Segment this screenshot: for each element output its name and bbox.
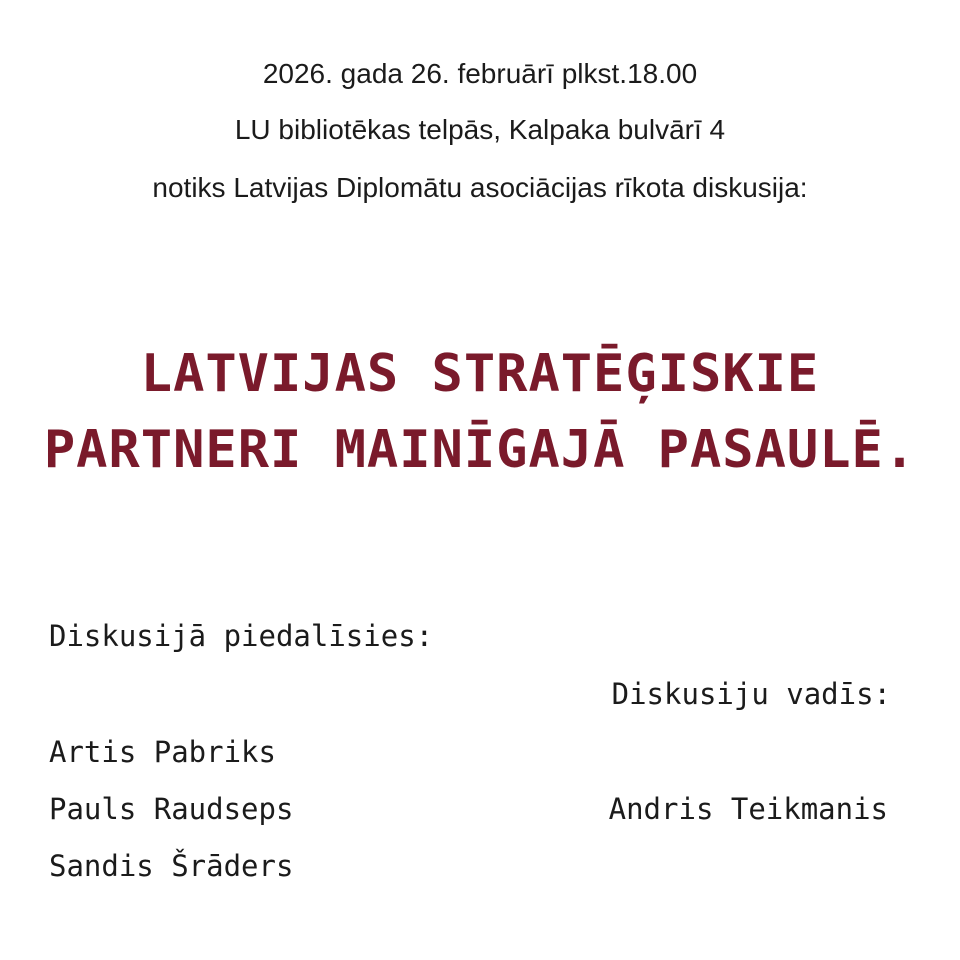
- event-location: LU bibliotēkas telpās, Kalpaka bulvārī 4: [234, 114, 726, 145]
- moderator-heading: Diskusiju vadīs:: [611, 677, 891, 711]
- event-title-line-1: LATVIJAS STRATĒĢISKIE: [140, 344, 820, 404]
- event-announcement: notiks Latvijas Diplomātu asociācijas rīkota diskusija:: [152, 172, 808, 203]
- participant-name: Artis Pabriks: [49, 735, 276, 769]
- event-date-time: 2026. gada 26. februārī plkst.18.00: [262, 58, 698, 89]
- participant-name: Pauls Raudseps: [49, 792, 294, 826]
- moderator-name: Andris Teikmanis: [608, 792, 888, 826]
- participant-name: Sandis Šrāders: [49, 849, 294, 883]
- participants-heading: Diskusijā piedalīsies:: [49, 619, 434, 653]
- event-title-line-2: PARTNERI MAINĪGAJĀ PASAULĒ.: [43, 420, 917, 480]
